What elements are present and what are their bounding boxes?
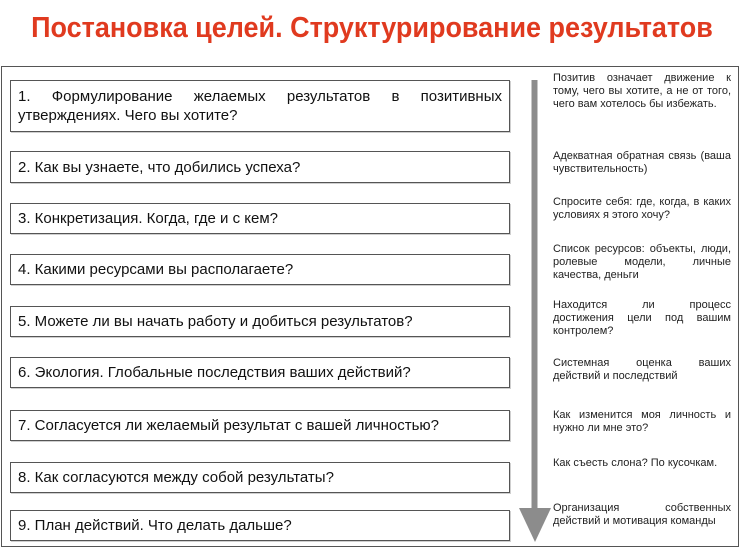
note-7: Как изменится моя личность и нужно ли мне это? bbox=[553, 409, 731, 434]
step-6 bbox=[10, 357, 510, 388]
step-3 bbox=[10, 203, 510, 234]
note-6: Системная оценка ваших действий и последствий bbox=[553, 357, 731, 382]
step-5 bbox=[10, 306, 510, 337]
note-2: Адекватная обратная связь (ваша чувствительность) bbox=[553, 150, 731, 175]
step-4-text: 4. Какими ресурсами вы располагаете? bbox=[18, 261, 294, 278]
step-2 bbox=[10, 151, 510, 183]
step-7-text: 7. Согласуется ли желаемый результат с вашей личностью? bbox=[18, 417, 439, 434]
down-arrow-icon bbox=[518, 80, 552, 544]
step-5-text: 5. Можете ли вы начать работу и добиться результатов? bbox=[18, 313, 413, 330]
page-title: Постановка целей. Структурирование результатов bbox=[31, 12, 713, 44]
step-1 bbox=[10, 80, 510, 132]
note-3: Спросите себя: где, когда, в каких условиях я этого хочу? bbox=[553, 196, 731, 221]
step-6-text: 6. Экология. Глобальные последствия ваших действий? bbox=[18, 364, 411, 381]
note-9: Организация собственных действий и мотивация команды bbox=[553, 502, 731, 527]
arrow-shaft bbox=[532, 80, 538, 510]
note-8: Как съесть слона? По кусочкам. bbox=[553, 457, 718, 469]
step-4 bbox=[10, 254, 510, 285]
arrow-head bbox=[519, 508, 551, 542]
step-2-text: 2. Как вы узнаете, что добились успеха? bbox=[18, 158, 301, 176]
step-1-text: 1. Формулирование желаемых результатов в позитивных утверждениях. Чего вы хотите? bbox=[18, 88, 502, 124]
step-3-text: 3. Конкретизация. Когда, где и с кем? bbox=[18, 210, 278, 227]
step-8 bbox=[10, 462, 510, 493]
note-1: Позитив означает движение к тому, чего вы хотите, а не от того, чего вам хотелось бы избежать. bbox=[553, 72, 731, 110]
note-4: Список ресурсов: объекты, люди, ролевые модели, личные качества, деньги bbox=[553, 243, 731, 281]
step-9 bbox=[10, 510, 510, 541]
step-9-text: 9. План действий. Что делать дальше? bbox=[18, 517, 292, 534]
step-8-text: 8. Как согласуются между собой результаты? bbox=[18, 469, 334, 486]
note-5: Находится ли процесс достижения цели под вашим контролем? bbox=[553, 299, 731, 337]
step-7 bbox=[10, 410, 510, 441]
